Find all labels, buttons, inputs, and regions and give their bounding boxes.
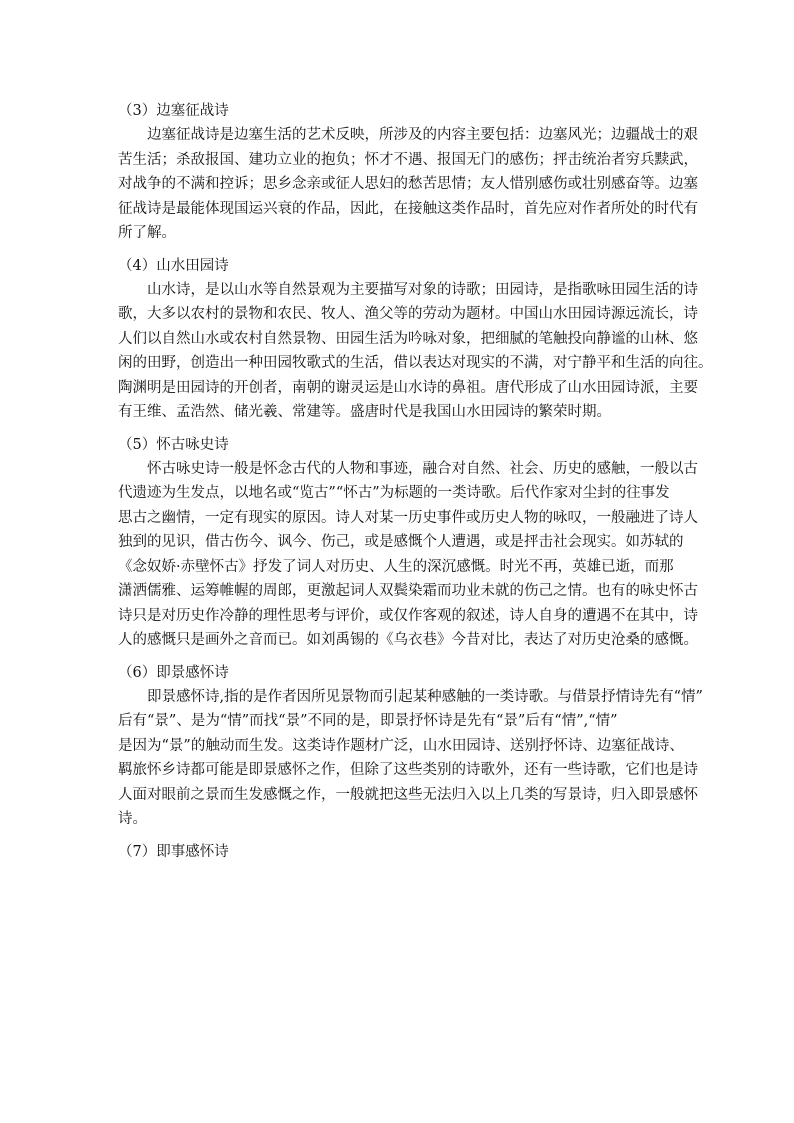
document-body [118, 99, 713, 864]
paragraph-line: 独到的见识，借古伤今、讽今、伤己，或是感慨个人遭遇，或是抨击社会现实。如苏轼的 [118, 534, 684, 550]
section-paragraph-3 [118, 123, 698, 246]
paragraph-line: 《念奴娇·赤壁怀古》抒发了词人对历史、人生的深沉感慨。时光不再，英雄已逝，而那 [118, 558, 674, 575]
paragraph-line: 所了解。 [118, 225, 176, 241]
paragraph-line: 歌，大多以农村的景物和农民、牧人、渔父等的劳动为题材。中国山水田园诗源远流长，诗 [118, 306, 698, 322]
section-paragraph-6 [118, 685, 703, 832]
paragraph-line: 苦生活；杀敌报国、建功立业的抱负；怀才不遇、报国无门的感伤；抨击统治者穷兵黩武， [118, 151, 698, 168]
paragraph-line: 代遗迹为生发点，以地名或“览古”“怀古”为标题的一类诗歌。后代作家对尘封的往事发 [118, 485, 670, 501]
section-heading-5: （5）怀古咏史诗 [118, 436, 229, 453]
paragraph-line: 潇洒儒雅、运筹帷幄的周郎，更激起词人双鬓染霜而功业未就的伤己之情。也有的咏史怀古 [118, 583, 698, 599]
paragraph-line: 闲的田野，创造出一种田园牧歌式的生活，借以表达对现实的不满，对宁静平和生活的向往。 [118, 355, 713, 371]
paragraph-line: 有王维、孟浩然、储光羲、常建等。盛唐时代是我国山水田园诗的繁荣时期。 [118, 404, 611, 420]
paragraph-line: 人的感慨只是画外之音而已。如刘禹锡的《乌衣巷》今昔对比，表达了对历史沧桑的感慨。 [118, 632, 698, 648]
paragraph-line: 羁旅怀乡诗都可能是即景感怀之作，但除了这些类别的诗歌外，还有一些诗歌，它们也是诗 [118, 762, 698, 778]
paragraph-line: 人们以自然山水或农村自然景物、田园生活为吟咏对象，把细腻的笔触投向静谧的山林、悠 [118, 330, 698, 347]
paragraph-line: 思古之幽情，一定有现实的原因。诗人对某一历史事件或历史人物的咏叹，一般融进了诗人 [118, 509, 698, 526]
paragraph-line: 人面对眼前之景而生发感慨之作，一般就把这些无法归入以上几类的写景诗，归入即景感怀 [118, 786, 698, 803]
paragraph-line: 对战争的不满和控诉；思乡念亲或征人思妇的愁苦思情；友人惜别感伤或壮别感奋等。边塞 [118, 176, 698, 192]
section-paragraph-5 [118, 457, 698, 653]
paragraph-line: 后有“景”、是为“情”而找“景”不同的是，即景抒怀诗是先有“景”后有“情”,“情” [118, 713, 618, 729]
paragraph-line: 陶渊明是田园诗的开创者，南朝的谢灵运是山水诗的鼻祖。唐代形成了山水田园诗派，主要 [118, 379, 698, 396]
paragraph-line: 诗。 [118, 811, 147, 827]
paragraph-line: 是因为“景”的触动而生发。这类诗作题材广泛，山水田园诗、送别抒怀诗、边塞征战诗、 [118, 737, 684, 754]
paragraph-line: 边塞征战诗是边塞生活的艺术反映，所涉及的内容主要包括：边塞风光；边疆战士的艰 [147, 127, 698, 143]
section-heading-6: （6）即景感怀诗 [118, 664, 229, 681]
section-heading-7: （7）即事感怀诗 [118, 843, 229, 860]
section-heading-4: （4）山水田园诗 [118, 257, 229, 274]
paragraph-line: 诗只是对历史作冷静的理性思考与评价，或仅作客观的叙述，诗人自身的遭遇不在其中，诗 [118, 607, 698, 624]
paragraph-line: 山水诗，是以山水等自然景观为主要描写对象的诗歌；田园诗，是指歌咏田园生活的诗 [147, 281, 698, 298]
paragraph-line: 征战诗是最能体现国运兴衰的作品，因此，在接触这类作品时，首先应对作者所处的时代有 [118, 200, 698, 217]
paragraph-line: 怀古咏史诗一般是怀念古代的人物和事迹，融合对自然、社会、历史的感触，一般以古 [147, 460, 698, 477]
section-paragraph-4 [118, 278, 713, 425]
paragraph-line: 即景感怀诗,指的是作者因所见景物而引起某种感触的一类诗歌。与借景抒情诗先有“情” [147, 688, 703, 705]
section-heading-3: （3）边塞征战诗 [118, 103, 229, 119]
